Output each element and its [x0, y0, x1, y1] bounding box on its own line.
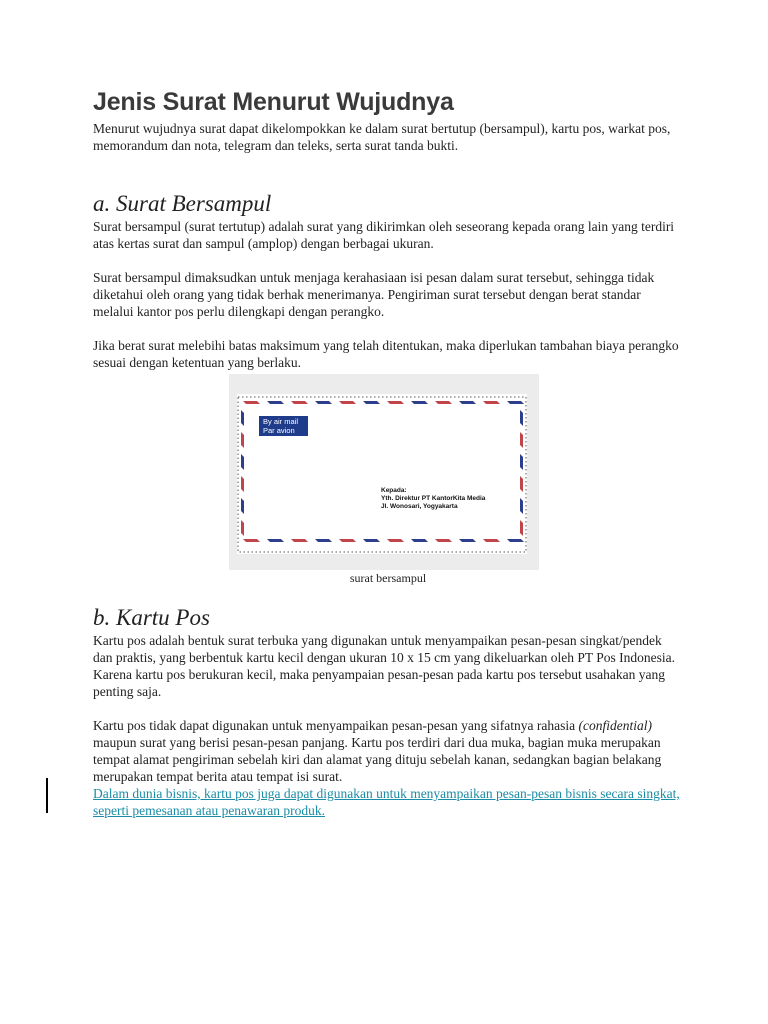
envelope-image — [229, 374, 539, 570]
figure-caption: surat bersampul — [349, 571, 427, 585]
bisnis-link[interactable]: Dalam dunia bisnis, kartu pos juga dapat digunakan untuk menyampaikan pesan-pesan bisnis secara singkat, seperti pemesanan atau penawaran produk. — [93, 786, 680, 818]
heading-kartu-pos: b. Kartu Pos — [93, 605, 210, 630]
address-line-1: Kepada: — [381, 487, 407, 494]
intro-paragraph: Menurut wujudnya surat dapat dikelompokkan ke dalam surat bertutup (bersampul), kartu pos, warkat pos, memorandum dan nota, telegram dan teleks, serta surat tanda bukti. — [93, 121, 671, 153]
address-line-3: Jl. Wonosari, Yogyakarta — [381, 503, 458, 510]
address-line-2: Yth. Direktur PT KantorKita Media — [381, 495, 486, 502]
envelope-figure — [93, 374, 683, 594]
link-paragraph — [93, 785, 683, 819]
paragraph-bersampul-3: Jika berat surat melebihi batas maksimum yang telah ditentukan, maka diperlukan tambahan biaya perangko sesuai dengan ketentuan yang berlaku. — [93, 338, 679, 370]
airmail-badge — [259, 416, 308, 436]
badge-line-2: Par avion — [263, 426, 295, 435]
paragraph-kartu-2: Karena kartu pos berukuran kecil, maka penyampaian pesan-pesan pada kartu pos tersebut usahakan yang penting saja. — [93, 667, 666, 699]
badge-line-1: By air mail — [263, 417, 299, 426]
document-page — [93, 84, 683, 819]
paragraph-bersampul-1: Surat bersampul (surat tertutup) adalah surat yang dikirimkan oleh seseorang kepada orang lain yang terdiri atas kertas surat dan sampul (amplop) dengan berbagai ukuran. — [93, 219, 675, 251]
envelope-address — [381, 487, 485, 511]
kartu-3-text-b: maupun surat yang berisi pesan-pesan panjang. Kartu pos terdiri dari dua muka, bagian muka merupakan tempat alamat pengiriman sebelah kiri dan alamat yang dituju sebelah kanan, sedangkan bagian belakang merupakan tempat berita atau tempat isi surat. — [93, 735, 662, 784]
page-title: Jenis Surat Menurut Wujudnya — [93, 88, 454, 116]
paragraph-bersampul-2: Surat bersampul dimaksudkan untuk menjaga kerahasiaan isi pesan dalam surat tersebut, sehingga tidak diketahui oleh orang yang tidak berhak menerimanya. Pengiriman surat tersebut dengan berat standar melalui kantor pos perlu dilengkapi dengan perangko. — [93, 270, 655, 319]
envelope — [237, 394, 527, 554]
paragraph-kartu-1: Kartu pos adalah bentuk surat terbuka yang digunakan untuk menyampaikan pesan-pesan singkat/pendek dan praktis, yang berbentuk kartu kecil dengan ukuran 10 x 15 cm yang dikeluarkan oleh PT Pos Indonesia. — [93, 633, 675, 665]
heading-surat-bersampul: a. Surat Bersampul — [93, 191, 272, 216]
confidential-term: (confidential) — [578, 718, 652, 733]
paragraph-kartu-3 — [93, 717, 683, 785]
kartu-3-text-a: Kartu pos tidak dapat digunakan untuk menyampaikan pesan-pesan yang sifatnya rahasia — [93, 718, 579, 733]
text-cursor — [46, 778, 48, 813]
